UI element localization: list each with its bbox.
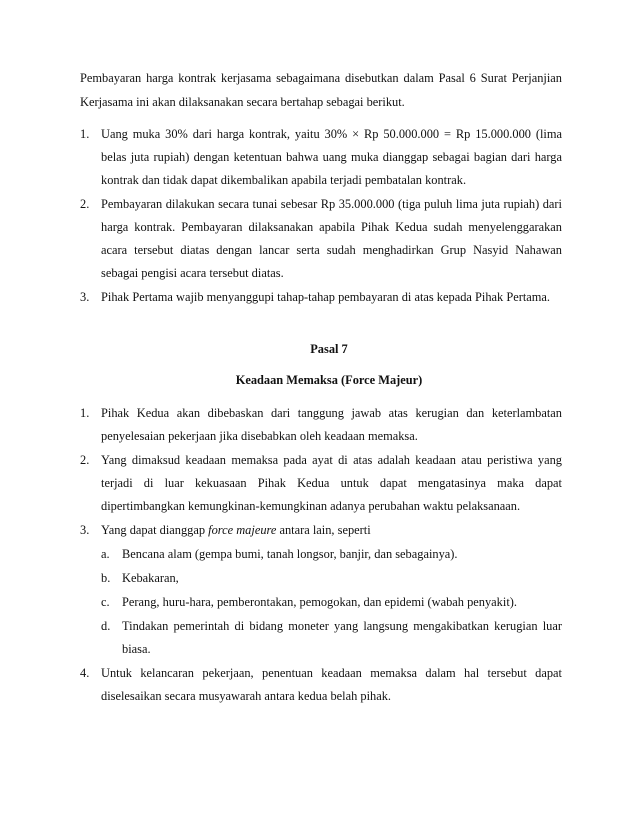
list-number: 3.	[80, 523, 90, 537]
sublist-item-text: Tindakan pemerintah di bidang moneter yang langsung mengakibatkan kerugian luar biasa.	[122, 619, 562, 656]
list-item-text: Pihak Pertama wajib menyanggupi tahap-tahap pembayaran di atas kepada Pihak Pertama.	[101, 290, 551, 304]
sublist-letter: d.	[101, 619, 111, 633]
list-item-text: Yang dimaksud keadaan memaksa pada ayat di atas adalah keadaan atau peristiwa yang terjadi di luar kekuasaan Pihak Kedua untuk dapat mengatasinya maka dapat dipertimbangkan kemungkinan-kemungkinan adanya perubahan waktu pelaksanaan.	[101, 453, 562, 513]
list-item-text-after: antara lain, seperti	[276, 523, 371, 537]
sublist-letter: b.	[101, 571, 111, 585]
sublist-letter: a.	[101, 547, 110, 561]
list-item	[80, 123, 562, 192]
list-number: 2.	[80, 453, 90, 467]
list-item	[80, 449, 562, 518]
force-majeure-list	[80, 402, 562, 709]
list-item-text: Untuk kelancaran pekerjaan, penentuan keadaan memaksa dalam hal tersebut dapat diselesaikan secara musyawarah antara kedua belah pihak.	[101, 666, 562, 703]
list-number: 4.	[80, 666, 90, 680]
list-number: 1.	[80, 406, 90, 420]
force-majeure-sublist	[101, 543, 562, 661]
list-number: 2.	[80, 197, 90, 211]
list-item	[80, 193, 562, 285]
sublist-item-text: Perang, huru-hara, pemberontakan, pemogokan, dan epidemi (wabah penyakit).	[122, 595, 517, 609]
sublist-item	[101, 615, 562, 661]
sublist-item-text: Kebakaran,	[122, 571, 179, 585]
list-number: 1.	[80, 127, 90, 141]
pasal-heading: Pasal 7	[310, 342, 348, 356]
list-item-text-before: Yang dapat dianggap	[101, 523, 209, 537]
payment-list	[80, 123, 562, 310]
list-item-text: Pembayaran dilakukan secara tunai sebesar Rp 35.000.000 (tiga puluh lima juta rupiah) dari harga kontrak. Pembayaran dilaksanakan apabila Pihak Kedua sudah menyelenggarakan acara tersebut diatas dengan lancar serta sudah menghadirkan Grup Nasyid Nahawan sebagai pengisi acara tersebut diatas.	[101, 197, 562, 280]
list-item	[80, 662, 562, 708]
list-item	[80, 286, 562, 309]
intro-paragraph: Pembayaran harga kontrak kerjasama sebagaimana disebutkan dalam Pasal 6 Surat Perjanjian Kerjasama ini akan dilaksanakan secara bertahap sebagai berikut.	[80, 71, 562, 109]
sublist-item-text: Bencana alam (gempa bumi, tanah longsor, banjir, dan sebagainya).	[122, 547, 458, 561]
list-item-text: Uang muka 30% dari harga kontrak, yaitu 30% × Rp 50.000.000 = Rp 15.000.000 (lima belas juta rupiah) dengan ketentuan bahwa uang muka dianggap sebagai bagian dari harga kontrak dan tidak dapat dikembalikan apabila terjadi pembatalan kontrak.	[101, 127, 562, 187]
list-item	[80, 402, 562, 448]
sublist-item	[101, 543, 562, 566]
sublist-item	[101, 591, 562, 614]
list-item	[80, 519, 562, 661]
list-item-text-italic: force majeure	[208, 523, 277, 537]
list-item-text: Pihak Kedua akan dibebaskan dari tanggung jawab atas kerugian dan keterlambatan penyelesaian pekerjaan jika disebabkan oleh keadaan memaksa.	[101, 406, 562, 443]
pasal-title: Keadaan Memaksa (Force Majeur)	[235, 373, 423, 387]
sublist-item	[101, 567, 562, 590]
list-number: 3.	[80, 290, 90, 304]
sublist-letter: c.	[101, 595, 110, 609]
